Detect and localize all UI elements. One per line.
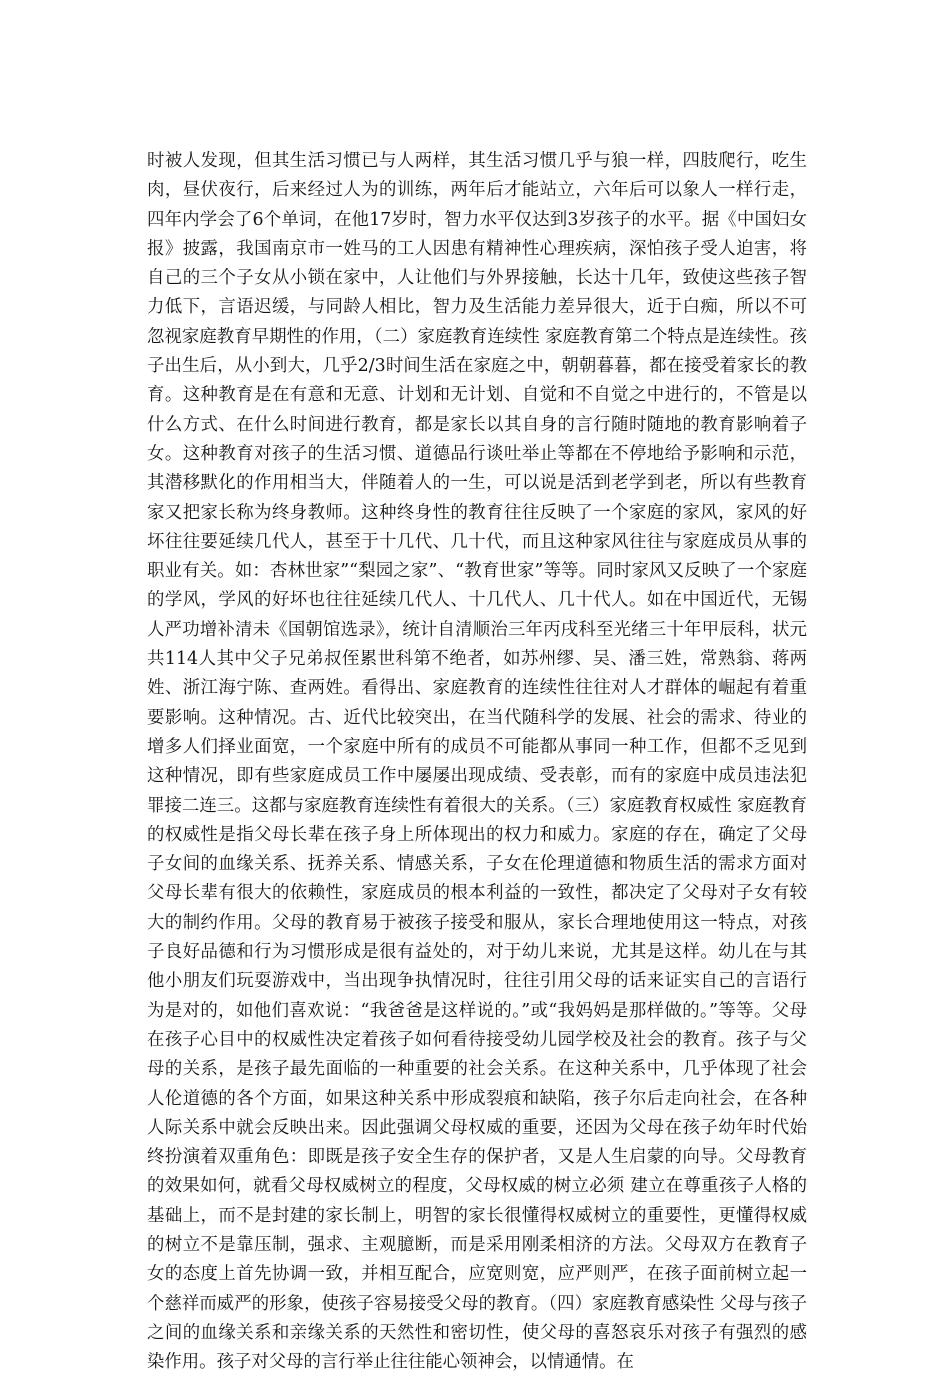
body-paragraph: 时被人发现，但其生活习惯已与人两样，其生活习惯几乎与狼一样，四肢爬行，吃生肉，昼伏夜行，后来经过人为的训练，两年后才能站立，六年后可以象人一样行走，四年内学会了6个单词，在他17岁时，智力水平仅达到3岁孩子的水平。据《中国妇女报》披露，我国南京市一姓马的工人因患有精神性心理疾病，深怕孩子受人迫害，将自己的三个子女从小锁在家中，人让他们与外界接触，长达十几年，致使这些孩子智力低下，言语迟缓，与同龄人相比，智力及生活能力差异很大，近于白痴，所以不可忽视家庭教育早期性的作用，（二）家庭教育连续性 家庭教育第二个特点是连续性。孩子出生后，从小到大，几乎2/3时间生活在家庭之中，朝朝暮暮，都在接受着家长的教育。这种教育是在有意和无意、计划和无计划、自觉和不自觉之中进行的，不管是以什么方式、在什么时间进行教育，都是家长以其自身的言行随时随地的教育影响着子女。这种教育对孩子的生活习惯、道德品行谈吐举止等都在不停地给予影响和示范，其潜移默化的作用相当大，伴随着人的一生，可以说是活到老学到老，所以有些教育家又把家长称为终身教师。这种终身性的教育往往反映了一个家庭的家风，家风的好坏往往要延续几代人，甚至于十几代、几十代，而且这种家风往往与家庭成员从事的职业有关。如：杏林世家”“梨园之家”、“教育世家”等等。同时家风又反映了一个家庭的学风，学风的好坏也往往延续几代人、十几代人、几十代人。如在中国近代，无锡人严功增补清未《国朝馆选录》，统计自清顺治三年丙戌科至光绪三十年甲辰科，状元共114人其中父子兄弟叔侄累世科第不绝者，如苏州缪、吴、潘三姓，常熟翁、蒋两姓、浙江海宁陈、查两姓。看得出、家庭教育的连续性往往对人才群体的崛起有着重要影响。这种情况。古、近代比较突出，在当代随科学的发展、社会的需求、待业的增多人们择业面宽，一个家庭中所有的成员不可能都从事同一种工作，但都不乏见到这种情况，即有些家庭成员工作中屡屡出现成绩、受表彰，而有的家庭中成员违法犯罪接二连三。这都与家庭教育连续性有着很大的关系。（三）家庭教育权威性 家庭教育的权威性是指父母长辈在孩子身上所体现出的权力和威力。家庭的存在，确定了父母子女间的血缘关系、抚养关系、情感关系，子女在伦理道德和物质生活的需求方面对父母长辈有很大的依赖性，家庭成员的根本利益的一致性，都决定了父母对子女有较大的制约作用。父母的教育易于被孩子接受和服从，家长合理地使用这一特点，对孩子良好品德和行为习惯形成是很有益处的，对于幼儿来说，尤其是这样。幼儿在与其他小朋友们玩耍游戏中，当出现争执情况时，往往引用父母的话来证实自己的言语行为是对的，如他们喜欢说：“我爸爸是这样说的。”或“我妈妈是那样做的。”等等。父母在孩子心目中的权威性决定着孩子如何看待接受幼儿园学校及社会的教育。孩子与父母的关系，是孩子最先面临的一种重要的社会关系。在这种关系中，几乎体现了社会人伦道德的各个方面，如果这种关系中形成裂痕和缺陷，孩子尔后走向社会，在各种人际关系中就会反映出来。因此强调父母权威的重要，还因为父母在孩子幼年时代始终扮演着双重角色：即既是孩子安全生存的保护者，又是人生启蒙的向导。父母教育的效果如何，就看父母权威树立的程度，父母权威的树立必须 建立在尊重孩子人格的基础上，而不是封建的家长制上，明智的家长很懂得权威树立的重要性，更懂得权威的树立不是靠压制，强求、主观臆断，而是采用刚柔相济的方法。父母双方在教育子女的态度上首先协调一致，并相互配合，应宽则宽，应严则严，在孩子面前树立起一个慈祥而威严的形象，使孩子容易接受父母的教育。（四）家庭教育感染性 父母与孩子之间的血缘关系和亲缘关系的天然性和密切性，使父母的喜怒哀乐对孩子有强烈的感染作用。孩子对父母的言行举止往往能心领神会，以情通情。在 [147,151,807,1373]
